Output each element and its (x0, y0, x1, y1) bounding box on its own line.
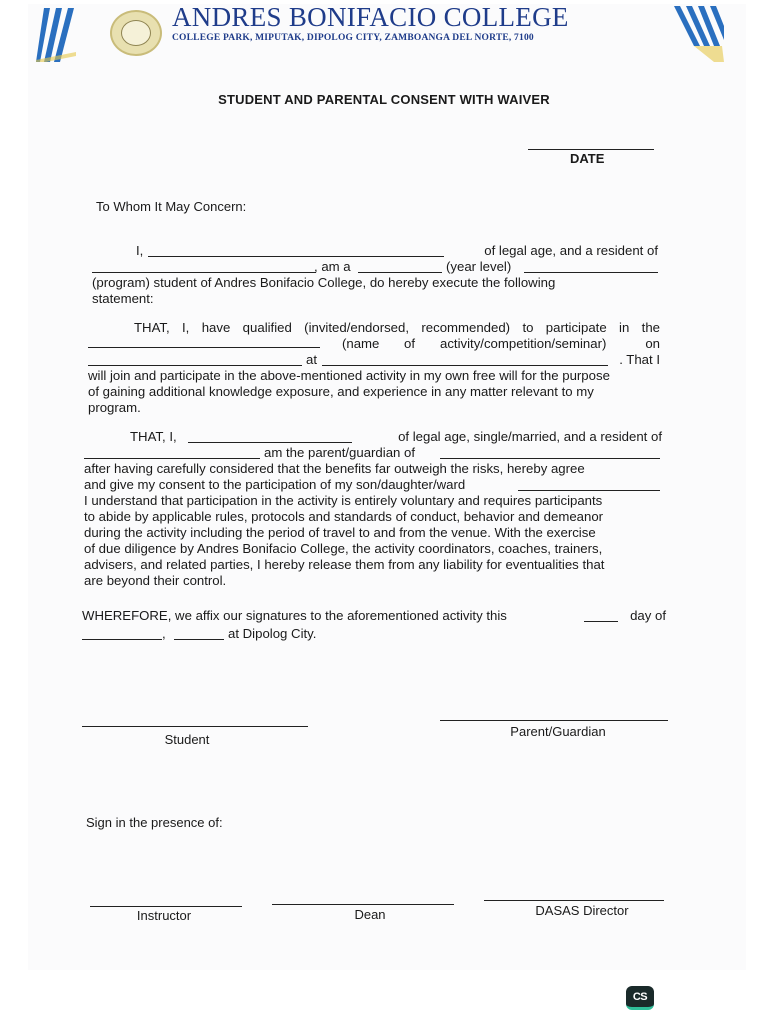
date-field[interactable] (528, 149, 654, 150)
dean-label: Dean (354, 907, 386, 922)
salutation: To Whom It May Concern: (96, 199, 247, 214)
residence-field[interactable] (92, 261, 316, 273)
name-field[interactable] (148, 245, 444, 257)
instructor-signature-line[interactable] (90, 906, 242, 907)
parent-name-field[interactable] (188, 431, 352, 443)
student-label: Student (164, 732, 210, 747)
activity-name-field[interactable] (88, 336, 320, 348)
paragraph-4: WHEREFORE, we affix our signatures to the aforementioned activity this day of , at Dipolog City. (82, 608, 666, 641)
college-address: COLLEGE PARK, MIPUTAK, DIPOLOG CITY, ZAMBOANGA DEL NORTE, 7100 (172, 33, 534, 43)
blue-stripes-decoration (36, 8, 76, 62)
activity-date-field[interactable] (88, 354, 302, 366)
parent-residence-field[interactable] (84, 447, 260, 459)
paragraph-2: THAT, I, have qualified (invited/endorsed, recommended) to participate in the (name of activity/competition/seminar) on at . That I will join and participate in the above-mentioned activity in my own free will for the purpose of gaining additional knowledge exposure, and experience in any matter relevant to my program. (88, 320, 660, 415)
director-label: DASAS Director (535, 903, 629, 918)
program-field[interactable] (524, 261, 658, 273)
month-field[interactable] (82, 628, 162, 640)
parent-signature-line[interactable] (440, 720, 668, 721)
student-signature-line[interactable] (82, 726, 308, 727)
dean-signature-line[interactable] (272, 904, 454, 905)
parent-label: Parent/Guardian (510, 724, 606, 739)
blue-stripes-decoration (674, 6, 724, 62)
camscanner-logo-icon: CS (626, 986, 654, 1010)
college-name: ANDRES BONIFACIO COLLEGE (172, 2, 569, 32)
year-field[interactable] (174, 628, 224, 640)
date-label: DATE (570, 151, 605, 166)
student-name-field[interactable] (440, 447, 660, 459)
presence-label: Sign in the presence of: (86, 815, 223, 830)
day-field[interactable] (584, 610, 618, 622)
college-seal-icon (110, 10, 162, 56)
paragraph-1: I, of legal age, and a resident of , am a (year level) (program) student of Andres Bonifacio College, do hereby execute the following statement: (92, 243, 658, 306)
ward-name-field[interactable] (518, 479, 660, 491)
paragraph-3: THAT, I, of legal age, single/married, and a resident of am the parent/guardian of after having carefully considered that the benefits far outweigh the risks, hereby agree and give my consent to the participation of my son/daughter/ward I understand that participation in the activity is entirely voluntary and requires participants to abide by applicable rules, protocols and standards of conduct, behavior and demeanor during the activity including the period of travel to and from the venue. With the exercise of due diligence by Andres Bonifacio College, the activity coordinators, coaches, trainers, advisers, and related parties, I hereby release them from any liability for eventualities that are beyond their control. (84, 429, 662, 588)
form-title: STUDENT AND PARENTAL CONSENT WITH WAIVER (218, 92, 550, 107)
director-signature-line[interactable] (484, 900, 664, 901)
instructor-label: Instructor (136, 908, 192, 923)
venue-field[interactable] (322, 354, 608, 366)
year-level-field[interactable] (358, 261, 442, 273)
